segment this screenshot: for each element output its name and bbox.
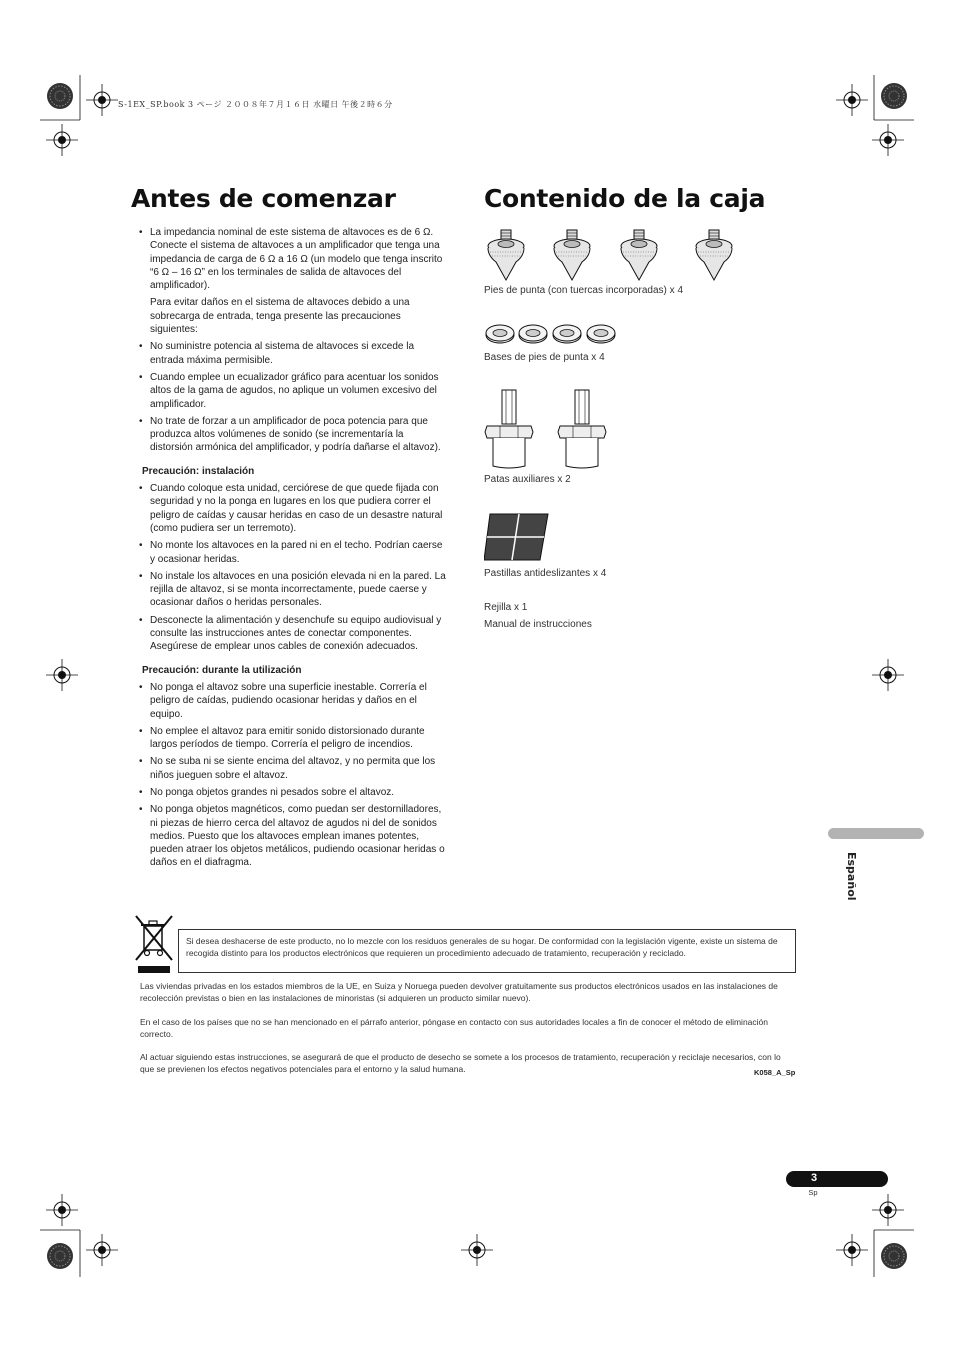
anti-slip-pads-illustration (484, 512, 550, 562)
bullet: • No ponga objetos grandes ni pesados sobre el altavoz. (138, 786, 448, 799)
auxiliary-legs-illustration (484, 388, 614, 470)
crossed-bin-icon (134, 914, 174, 976)
bullet: • Desconecte la alimentación y desenchufe su equipo audiovisual y consulte las instrucciones antes de conectar componentes. Asegúrese de emplear unos cables de conexión adecuados. (138, 614, 448, 654)
disposal-paragraph-2: En el caso de los países que no se han mencionado en el párrafo anterior, póngase en contacto con sus autoridades locales a fin de conocer el método de eliminación correcto. (140, 1017, 768, 1039)
subhead-installation: Precaución: instalación (142, 465, 255, 477)
file-header: S-1EX_SP.book 3 ページ ２００８年７月１６日 水曜日 午後２時６分 (118, 100, 393, 109)
bullet: • No suministre potencia al sistema de altavoces si excede la entrada máxima permisible. (138, 340, 448, 367)
bullet: • No se suba ni se siente encima del altavoz, y no permita que los niños jueguen sobre el altavoz. (138, 755, 448, 782)
spike-bases-illustration (484, 322, 619, 346)
item-manual: Manual de instrucciones (484, 619, 592, 630)
language-tab-label: Español (845, 852, 858, 901)
page-number-pill (786, 1171, 888, 1187)
item-anti-slip-pads: Pastillas antideslizantes x 4 (484, 568, 607, 579)
language-tab-bar (828, 828, 924, 839)
spike-feet-illustration (484, 228, 744, 284)
item-spike-feet: Pies de punta (con tuercas incorporadas) x 4 (484, 285, 683, 296)
bullet: • No ponga el altavoz sobre una superficie inestable. Correría el peligro de caídas, pudiendo ocasionar heridas y daños en el equipo. (138, 681, 448, 721)
disposal-paragraph-3: Al actuar siguiendo estas instrucciones, se asegurará de que el producto de desecho se somete a los procesos de tratamiento, recuperación y reciclaje necesarios, con lo que se previenen los efectos negativos potenciales para el entorno y la salud humana. (140, 1052, 781, 1074)
item-spike-bases: Bases de pies de punta x 4 (484, 352, 605, 363)
bullet: • No ponga objetos magnéticos, como puedan ser destornilladores, ni piezas de hierro cerca del altavoz de agudos ni del de sonidos medios. Puesto que los altavoces emplean imanes potentes, pueden atraer los objetos metálicos, pudiendo ocasionar heridas o daños en el diafragma. (138, 803, 448, 869)
disposal-paragraph-1: Las viviendas privadas en los estados miembros de la UE, en Suiza y Noruega pueden devolver gratuitamente sus productos electrónicos usados en las instalaciones de recolección previstas o bien en las instalaciones de minoristas (si adquieren un producto similar nuevo). (140, 981, 778, 1003)
disposal-notice-box: Si desea deshacerse de este producto, no lo mezcle con los residuos generales de su hogar. De conformidad con la legislación vigente, existe un sistema de recogida distinto para los productos electrónicos que requieren un procedimiento adecuado de tratamiento, recuperación y reciclado. (178, 929, 796, 973)
left-column (138, 226, 448, 874)
bullet: • No trate de forzar a un amplificador de poca potencia para que produzca altos volúmenes de sonido (se incrementaría la distorsión armónica del amplificador, y podría dañarse el altavoz). (138, 415, 448, 455)
page-number: 3 (810, 1172, 818, 1184)
item-grille: Rejilla x 1 (484, 602, 528, 613)
page-language: Sp (808, 1188, 818, 1197)
bullet: • Cuando coloque esta unidad, cerciórese de que quede fijada con seguridad y no la ponga en lugares en los que pudiera correr el peligro de caídas y causar heridas en caso de un desastre natural (como pudiera ser un terremoto). (138, 482, 448, 535)
subhead-usage: Precaución: durante la utilización (142, 664, 302, 676)
left-title: Antes de comenzar (131, 184, 396, 213)
intro-paragraph: Para evitar daños en el sistema de altavoces debido a una sobrecarga de entrada, tenga presente las precauciones siguientes: (150, 297, 410, 336)
bullet: • No monte los altavoces en la pared ni en el techo. Podrían caerse y ocasionar heridas. (138, 539, 448, 566)
bullet: • No emplee el altavoz para emitir sonido distorsionado durante largos períodos de tiempo. Correría el peligro de incendios. (138, 725, 448, 752)
item-auxiliary-legs: Patas auxiliares x 2 (484, 474, 571, 485)
bullet-impedance: • La impedancia nominal de este sistema de altavoces es de 6 Ω. Conecte el sistema de altavoces a un amplificador que tenga una impedancia de carga de 6 Ω a 16 Ω (un modelo que tenga inscrito “6 Ω – 16 Ω” en los terminales de salida de altavoces del amplificador). (138, 226, 448, 292)
bullet: • No instale los altavoces en una posición elevada ni en la pared. La rejilla de altavoz, si se monta incorrectamente, puede caerse y ocasionar daños o heridas personales. (138, 570, 448, 610)
right-title: Contenido de la caja (484, 184, 766, 213)
bullet: • Cuando emplee un ecualizador gráfico para acentuar los sonidos altos de la gama de agudos, no aplique un volumen excesivo del amplificador. (138, 371, 448, 411)
doc-code: K058_A_Sp (754, 1068, 796, 1077)
